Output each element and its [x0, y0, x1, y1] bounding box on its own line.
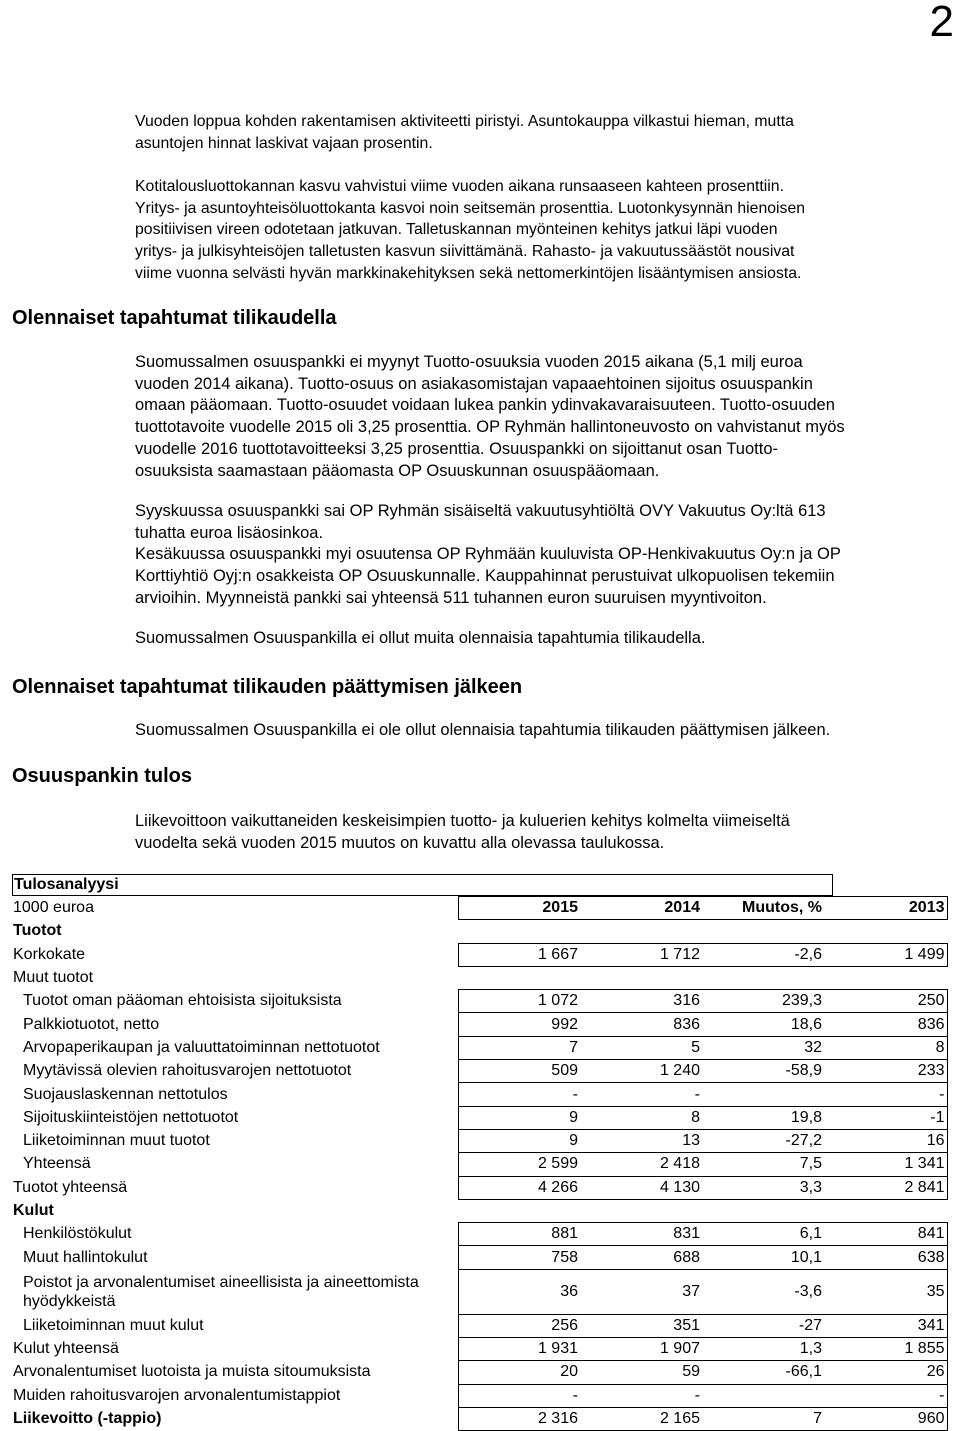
text-line: Kotitalousluottokannan kasvu vahvistui viime vuoden aikana runsaaseen kahteen prosenttiin. [135, 178, 784, 195]
text-line: Syyskuussa osuuspankki sai OP Ryhmän sisäiseltä vakuutusyhtiöltä OVY Vakuutus Oy:ltä 613 [135, 502, 826, 520]
cell-2014: 5 [580, 1036, 702, 1059]
cell-2014: 316 [580, 990, 702, 1013]
table-row [12, 1153, 947, 1176]
cell-change: -27,2 [702, 1129, 824, 1152]
row-label: Tuotot oman pääoman ehtoisista sijoituksista [23, 992, 342, 1010]
cell-2013: 1 499 [824, 943, 947, 966]
text-line: Suomussalmen osuuspankki ei myynyt Tuotto-osuuksia vuoden 2015 aikana (5,1 milj euroa [135, 353, 803, 371]
row-label: Tuotot yhteensä [13, 1178, 128, 1196]
cell-change: 32 [702, 1036, 824, 1059]
table-row [12, 1060, 947, 1083]
page-number: 2 [929, 0, 954, 46]
section1-paragraph-3: Suomussalmen Osuuspankilla ei ollut muita olennaisia tapahtumia tilikaudella. [135, 629, 706, 647]
cell-2015: 992 [458, 1013, 580, 1036]
intro-paragraph-1 [135, 111, 794, 154]
cell-2015: 7 [458, 1036, 580, 1059]
table-row [12, 920, 947, 943]
cell-2013: 638 [824, 1246, 947, 1269]
text-line: asuntojen hinnat laskivat vajaan prosentin. [135, 134, 433, 152]
section3-paragraph [135, 811, 790, 854]
row-label: Korkokate [13, 945, 86, 963]
cell-2013: - [824, 1384, 947, 1407]
table-row [12, 1338, 947, 1361]
tuotot-heading: Tuotot [13, 922, 62, 940]
cell-change: 18,6 [702, 1013, 824, 1036]
cell-change: -2,6 [702, 943, 824, 966]
cell-2013: - [824, 1083, 947, 1106]
cell-2015: 2 316 [458, 1407, 580, 1430]
cell-2014: 831 [580, 1223, 702, 1246]
cell-2013: 16 [824, 1129, 947, 1152]
row-label: Arvopaperikaupan ja valuuttatoiminnan nettotuotot [23, 1038, 380, 1056]
cell-2014: - [580, 1384, 702, 1407]
text-line: vuodelle 2016 tuottotavoitteeksi 3,25 prosenttia. Osuuspankki on sijoittanut osan Tuotto- [135, 439, 778, 458]
cell-change: 3,3 [702, 1176, 824, 1199]
cell-2015: 758 [458, 1246, 580, 1269]
cell-2015: - [458, 1083, 580, 1106]
text-line: Korttiyhtiö Oyj:n osakkeista OP Osuuskunnalle. Kauppahinnat perustuivat ulkopuolisen tekemiin [135, 567, 835, 586]
text-line: tuhatta euroa lisäosinkoa. [135, 523, 324, 542]
text-line: viime vuonna selvästi hyvän markkinakehityksen sekä nettomerkintöjen lisääntymisen ansiosta. [135, 264, 802, 282]
cell-2015: 9 [458, 1106, 580, 1129]
cell-change: -58,9 [702, 1060, 824, 1083]
col-2015-header: 2015 [458, 897, 580, 920]
cell-change: -66,1 [702, 1361, 824, 1384]
text-line: vuodelta sekä vuoden 2015 muutos on kuvattu alla olevassa taulukossa. [135, 833, 665, 852]
table-row [12, 1083, 947, 1106]
cell-2013: 2 841 [824, 1176, 947, 1199]
table-row [12, 1384, 947, 1407]
cell-2014: 4 130 [580, 1176, 702, 1199]
row-label: Kulut yhteensä [13, 1340, 119, 1358]
cell-2015: - [458, 1384, 580, 1407]
cell-2014: 8 [580, 1106, 702, 1129]
table-row [12, 1176, 947, 1199]
text-line: Kesäkuussa osuuspankki myi osuutensa OP Ryhmään kuuluvista OP-Henkivakuutus Oy:n ja OP [135, 545, 841, 564]
text-line: positiivisen vireen odotetaan jatkuvan. Talletuskannan myönteinen kehitys jatkui läpi vuoden [135, 221, 778, 239]
row-label: Liiketoiminnan muut tuotot [23, 1132, 210, 1150]
cell-2013: 233 [824, 1060, 947, 1083]
row-label: Sijoituskiinteistöjen nettotuotot [23, 1108, 239, 1126]
section1-paragraph-1 [135, 352, 845, 482]
cell-2015: 4 266 [458, 1176, 580, 1199]
row-label: Henkilöstökulut [23, 1225, 132, 1243]
cell-change: -3,6 [702, 1269, 824, 1314]
table-row [12, 1361, 947, 1384]
row-label: Yhteensä [23, 1155, 91, 1173]
row-label: Poistot ja arvonalentumiset aineellisista ja aineettomista hyödykkeistä [23, 1273, 419, 1310]
table-row [12, 1407, 947, 1430]
text-line: Vuoden loppua kohden rakentamisen aktiviteetti piristyi. Asuntokauppa vilkastui hieman, mutta [135, 113, 794, 130]
cell-2013: 341 [824, 1314, 947, 1337]
cell-change: 7 [702, 1407, 824, 1430]
cell-2015: 1 667 [458, 943, 580, 966]
cell-2014: 2 418 [580, 1153, 702, 1176]
cell-2015: 1 072 [458, 990, 580, 1013]
row-label: Liikevoitto (-tappio) [13, 1410, 162, 1428]
cell-2015: 256 [458, 1314, 580, 1337]
table-row [12, 1036, 947, 1059]
section1-paragraph-2 [135, 501, 841, 610]
col-change-header: Muutos, % [702, 897, 824, 920]
text-line: Liikevoittoon vaikuttaneiden keskeisimpien tuotto- ja kuluerien kehitys kolmelta viimeiseltä [135, 812, 790, 830]
cell-change: 239,3 [702, 990, 824, 1013]
cell-2014: 688 [580, 1246, 702, 1269]
text-line: arvioihin. Myynneistä pankki sai yhteensä 511 tuhannen euron suuruisen myyntivoiton. [135, 588, 767, 607]
cell-2014: 37 [580, 1269, 702, 1314]
col-2014-header: 2014 [580, 897, 702, 920]
cell-change [702, 1083, 824, 1106]
table-row [12, 1013, 947, 1036]
cell-2015: 1 931 [458, 1338, 580, 1361]
cell-2013: 960 [824, 1407, 947, 1430]
row-label: Palkkiotuotot, netto [23, 1015, 160, 1033]
cell-2014: 2 165 [580, 1407, 702, 1430]
text-line: omaan pääomaan. Tuotto-osuudet voidaan lukea pankin ydinvakavaraisuuteen. Tuotto-osuuden [135, 396, 835, 415]
cell-2014: 836 [580, 1013, 702, 1036]
cell-2015: 509 [458, 1060, 580, 1083]
section-heading-after-period: Olennaiset tapahtumat tilikauden päättymisen jälkeen [12, 676, 523, 698]
cell-2013: 1 341 [824, 1153, 947, 1176]
row-label: Muiden rahoitusvarojen arvonalentumistappiot [13, 1386, 341, 1404]
col-2013-header: 2013 [824, 897, 947, 920]
cell-2014: 1 712 [580, 943, 702, 966]
cell-2014: 13 [580, 1129, 702, 1152]
cell-change: 6,1 [702, 1223, 824, 1246]
cell-2015: 881 [458, 1223, 580, 1246]
section-heading-result: Osuuspankin tulos [12, 765, 193, 787]
cell-change: 7,5 [702, 1153, 824, 1176]
muut-tuotot-heading: Muut tuotot [13, 969, 94, 987]
cell-2015: 36 [458, 1269, 580, 1314]
table-header-row [12, 897, 947, 920]
cell-2013: 250 [824, 990, 947, 1013]
cell-change: 10,1 [702, 1246, 824, 1269]
table-title: Tulosanalyysi [12, 874, 833, 896]
cell-2015: 2 599 [458, 1153, 580, 1176]
section-heading-events: Olennaiset tapahtumat tilikaudella [12, 307, 337, 329]
table-row [12, 990, 947, 1013]
table-row [12, 1314, 947, 1337]
table-row [12, 1223, 947, 1246]
row-label: Myytävissä olevien rahoitusvarojen nettotuotot [23, 1062, 352, 1080]
section2-paragraph: Suomussalmen Osuuspankilla ei ole ollut olennaisia tapahtumia tilikauden päättymisen jälkeen. [135, 721, 831, 739]
text-line: yritys- ja julkisyhteisöjen talletusten kasvun siivittämänä. Rahasto- ja vakuutussäästöt nousivat [135, 243, 795, 261]
table-row [12, 1269, 947, 1314]
cell-2013: 35 [824, 1269, 947, 1314]
cell-change: 1,3 [702, 1338, 824, 1361]
cell-2013: 1 855 [824, 1338, 947, 1361]
cell-2015: 9 [458, 1129, 580, 1152]
text-line: vuoden 2014 aikana). Tuotto-osuus on asiakasomistajan vapaaehtoinen sijoitus osuuspankin [135, 374, 813, 393]
cell-2014: 1 907 [580, 1338, 702, 1361]
cell-2014: - [580, 1083, 702, 1106]
cell-2014: 59 [580, 1361, 702, 1384]
cell-2013: 8 [824, 1036, 947, 1059]
table-row [12, 1199, 947, 1222]
row-label: Muut hallintokulut [23, 1248, 148, 1266]
table-row [12, 1246, 947, 1269]
cell-change: 19,8 [702, 1106, 824, 1129]
row-label: Arvonalentumiset luotoista ja muista sitoumuksista [13, 1363, 371, 1381]
cell-2013: 26 [824, 1361, 947, 1384]
cell-change: -27 [702, 1314, 824, 1337]
table-row [12, 943, 947, 966]
cell-2014: 351 [580, 1314, 702, 1337]
table-row [12, 966, 947, 989]
cell-2015: 20 [458, 1361, 580, 1384]
table-row [12, 1106, 947, 1129]
unit-label: 1000 euroa [13, 899, 94, 917]
table-row [12, 1129, 947, 1152]
cell-2014: 1 240 [580, 1060, 702, 1083]
kulut-heading: Kulut [13, 1202, 54, 1219]
cell-2013: 841 [824, 1223, 947, 1246]
intro-paragraph-2 [135, 176, 805, 285]
text-line: osuuksista saamastaan pääomasta OP Osuuskunnan osuuspääomaan. [135, 461, 660, 480]
cell-change [702, 1384, 824, 1407]
row-label: Liiketoiminnan muut kulut [23, 1316, 204, 1334]
row-label: Suojauslaskennan nettotulos [23, 1085, 228, 1103]
result-analysis-table [12, 896, 948, 1431]
text-line: tuottotavoite vuodelle 2015 oli 3,25 prosenttia. OP Ryhmän hallintoneuvosto on vahvistanut myös [135, 418, 845, 437]
cell-2013: 836 [824, 1013, 947, 1036]
cell-2013: -1 [824, 1106, 947, 1129]
text-line: Yritys- ja asuntoyhteisöluottokanta kasvoi noin seitsemän prosenttia. Luotonkysynnän hienoisen [135, 199, 806, 217]
